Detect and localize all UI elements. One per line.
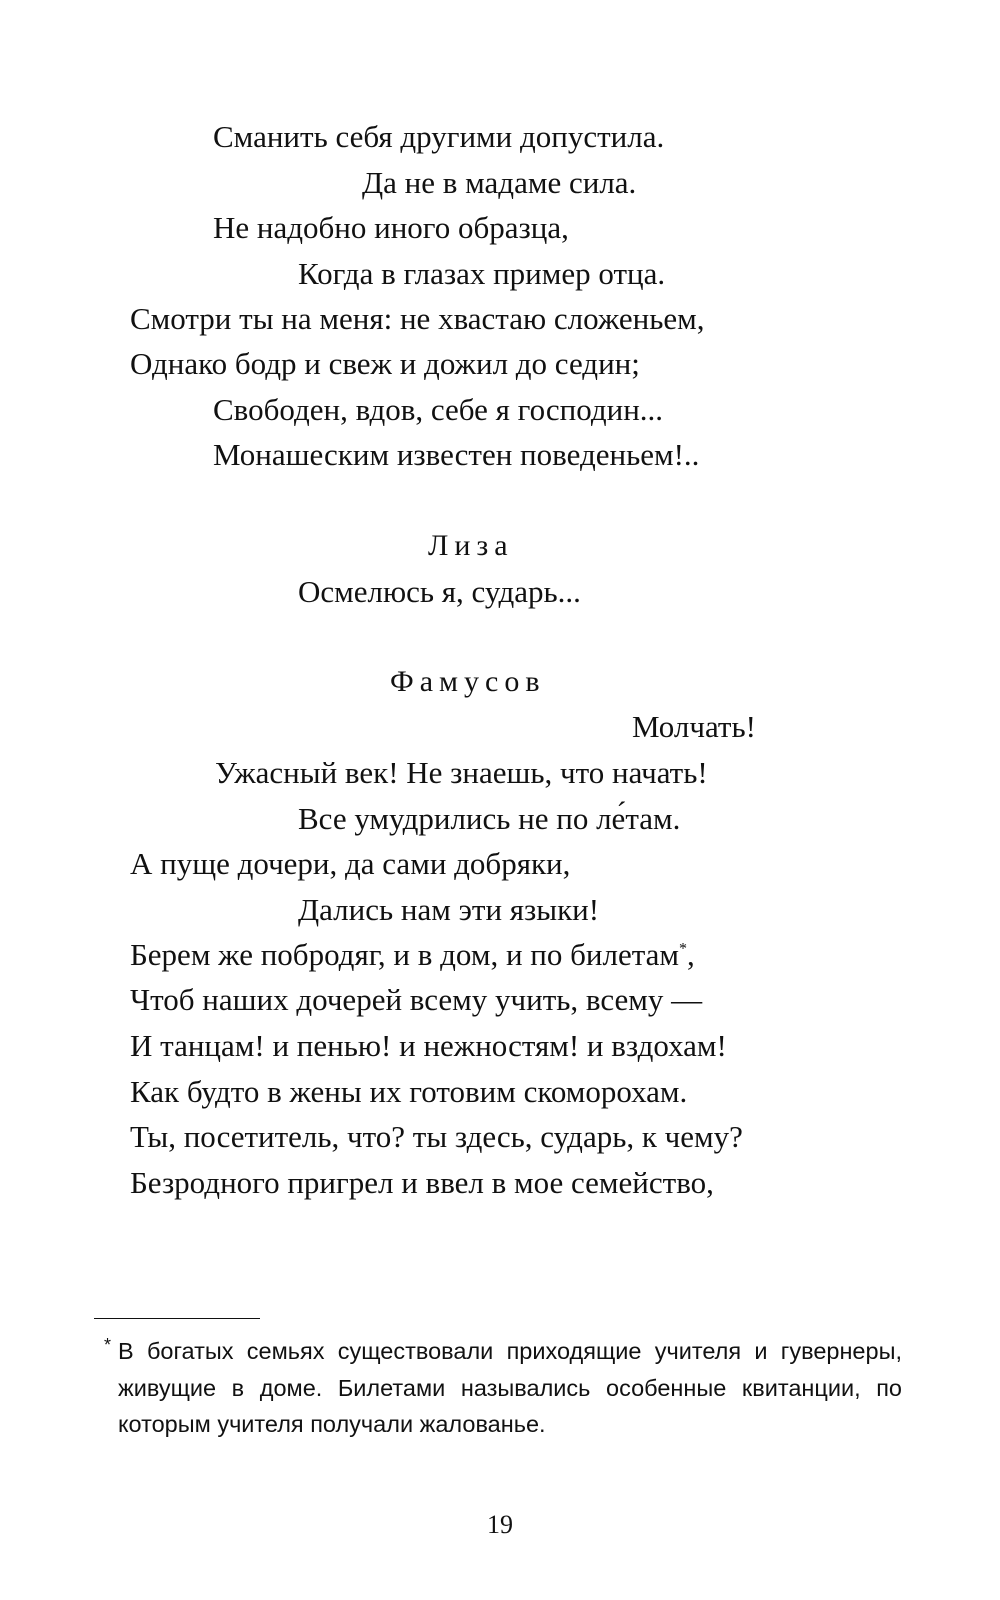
verse-line: Как будто в жены их готовим скоморохам. [130,1074,688,1109]
footnote-mark: * [104,1335,112,1355]
verse-line: Свободен, вдов, себе я господин... [213,392,664,427]
footnote-reference[interactable]: * [679,940,688,958]
verse-line: А пуще дочери, да сами добряки, [130,846,571,881]
verse-line: Монашеским известен поведеньем!.. [213,437,700,472]
page-number: 19 [487,1510,513,1539]
verse-line: Все умудрились не по ле́там. [298,801,681,836]
speaker-name-famusov: Фамусов [390,665,546,698]
verse-line: И танцам! и пенью! и нежностям! и вздохам! [130,1028,727,1063]
verse-line [130,936,695,974]
footnote [104,1333,902,1443]
footnote-text: В богатых семьях существовали приходящие учителя и гувернеры, живущие в доме. Билетами назывались особенные квитанции, по которым учителя получали жалованье. [118,1338,902,1437]
verse-line-liza: Осмелюсь я, сударь... [298,574,581,609]
footnote-divider [94,1318,260,1319]
verse-line: Ты, посетитель, что? ты здесь, сударь, к чему? [130,1119,743,1154]
verse-line: Дались нам эти языки! [298,892,600,927]
verse-line: Да не в мадаме сила. [362,165,637,200]
verse-line: Когда в глазах пример отца. [298,256,666,291]
verse-line: Не надобно иного образца, [213,210,569,245]
verse-line: Смотри ты на меня: не хвастаю сложеньем, [130,301,705,336]
verse-punctuation: , [687,937,695,972]
verse-line: Однако бодр и свеж и дожил до седин; [130,346,640,381]
verse-line: Молчать! [632,709,756,744]
verse-line: Сманить себя другими допустила. [213,119,665,154]
verse-line: Безродного пригрел и ввел в мое семейство, [130,1165,714,1200]
verse-line: Чтоб наших дочерей всему учить, всему — [130,982,703,1017]
verse-line: Ужасный век! Не знаешь, что начать! [215,755,708,790]
verse-text: Берем же побродяг, и в дом, и по билетам [130,937,680,972]
speaker-name-liza: Лиза [428,529,514,562]
